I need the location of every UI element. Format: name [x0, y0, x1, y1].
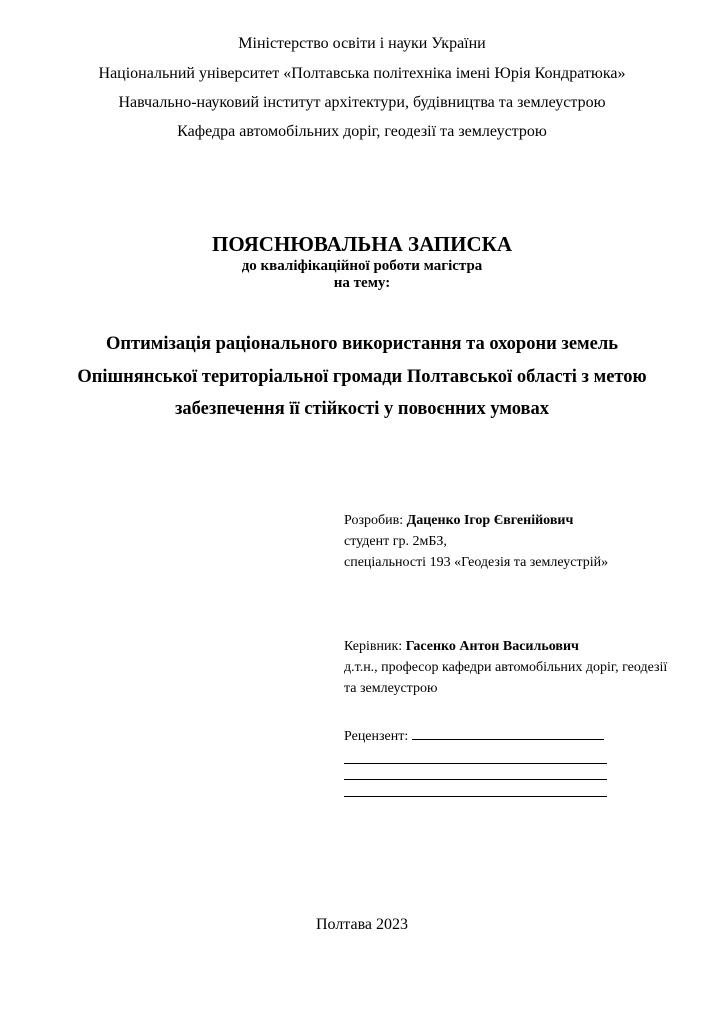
topic-line-1: Оптимізація раціонального використання та охорони земель — [105, 334, 619, 354]
author-name: Даценко Ігор Євгенійович — [406, 513, 574, 528]
reviewer-label: Рецензент: — [344, 729, 412, 744]
institute-line: Навчально-науковий інститут архітектури, будівництва та землеустрою — [118, 94, 606, 111]
reviewer-blank — [412, 727, 604, 740]
supervisor-block — [344, 636, 704, 699]
author-line — [344, 510, 704, 531]
reviewer-line — [344, 726, 704, 747]
author-label: Розробив: — [344, 513, 407, 528]
supervisor-position-2: та землеустрою — [344, 681, 438, 696]
ministry-line: Міністерство освіти і науки України — [238, 35, 486, 52]
reviewer-rule-1 — [344, 763, 607, 764]
document-subtitle-topic-label: на тему: — [333, 275, 391, 291]
department-line: Кафедра автомобільних доріг, геодезії та землеустрою — [177, 123, 547, 140]
supervisor-label: Керівник: — [344, 639, 406, 654]
supervisor-position-1: д.т.н., професор кафедри автомобільних доріг, геодезії — [344, 660, 668, 675]
document-title: ПОЯСНЮВАЛЬНА ЗАПИСКА — [211, 232, 513, 256]
author-specialty: спеціальності 193 «Геодезія та землеустрій» — [344, 555, 609, 570]
topic-line-2: Опішнянської територіальної громади Полтавської області з метою — [77, 367, 647, 387]
supervisor-line — [344, 636, 704, 657]
reviewer-rule-2 — [344, 779, 607, 780]
reviewer-rule-3 — [344, 796, 607, 797]
author-group: студент гр. 2мБЗ, — [344, 534, 447, 549]
author-block — [344, 510, 704, 573]
topic-line-3: забезпечення її стійкості у повоєнних умовах — [174, 399, 549, 419]
university-line: Національний університет «Полтавська політехніка імені Юрія Кондратюка» — [98, 65, 626, 82]
document-subtitle: до кваліфікаційної роботи магістра — [241, 258, 483, 274]
reviewer-block — [344, 726, 704, 747]
city-year: Полтава 2023 — [315, 916, 409, 933]
supervisor-name: Гасенко Антон Васильович — [405, 639, 579, 654]
